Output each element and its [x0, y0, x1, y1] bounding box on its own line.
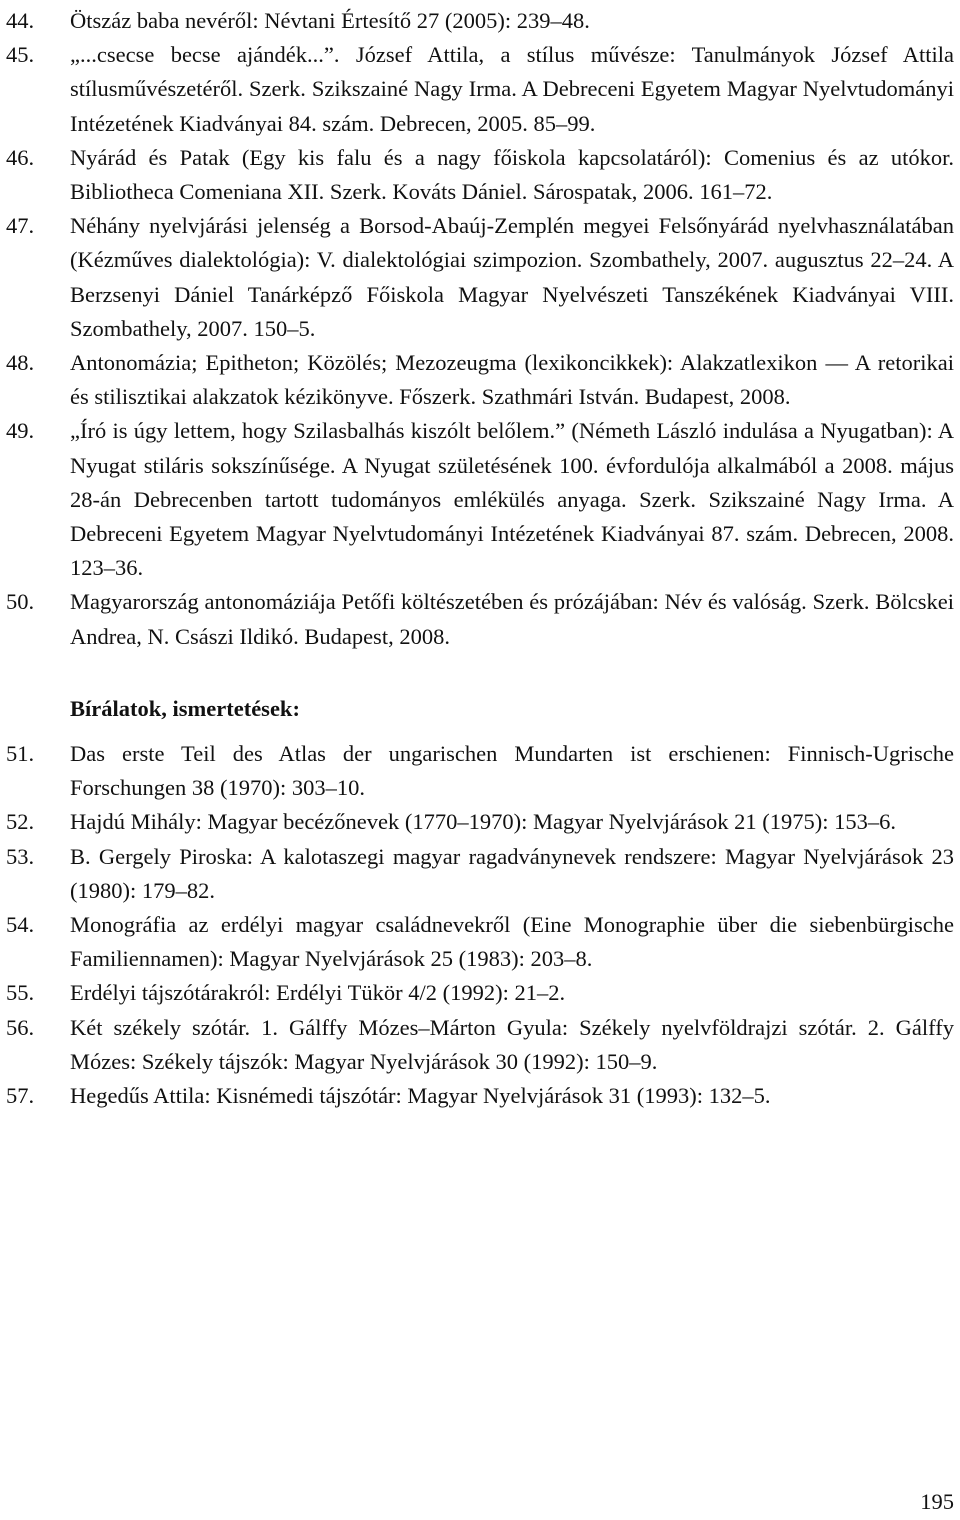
entry-text: Magyarország antonomáziája Petőfi költészetében és prózájában: Név és valóság. Szerk. Bölcskei Andrea, N. Császi Ildikó. Budapest, 2008. [70, 589, 954, 649]
list-item [6, 209, 954, 346]
list-item [6, 346, 954, 414]
entry-text: Hegedűs Attila: Kisnémedi tájszótár: Magyar Nyelvjárások 31 (1993): 132–5. [70, 1083, 771, 1109]
entry-text: „...csecse becse ajándék...”. József Attila, a stílus művésze: Tanulmányok József Attila stílusművészetéről. Szerk. Szikszainé Nagy Irma. A Debreceni Egyetem Magyar Nyelvtudományi Intézetének Kiadványai 84. szám. Debrecen, 2005. 85–99. [70, 42, 954, 136]
entry-number: 45. [6, 42, 35, 68]
entry-text: „Író is úgy lettem, hogy Szilasbalhás kiszólt belőlem.” (Németh László indulása a Nyugatban): A Nyugat stiláris sokszínűsége. A Nyugat születésének 100. évfordulója alkalmából a 2008. május 28-án Debrecenben tartott tudományos emlékülés anyaga. Szerk. Szikszainé Nagy Irma. A Debreceni Egyetem Magyar Nyelvtudományi Intézetének Kiadványai 87. szám. Debrecen, 2008. 123–36. [70, 418, 954, 581]
list-item [6, 585, 954, 653]
entry-text: Das erste Teil des Atlas der ungarischen Mundarten ist erschienen: Finnisch-Ugrische Forschungen 38 (1970): 303–10. [70, 741, 954, 801]
list-item [6, 737, 954, 805]
list-item [6, 840, 954, 908]
entry-number: 48. [6, 350, 35, 376]
entry-number: 44. [6, 8, 35, 33]
entry-text: Néhány nyelvjárási jelenség a Borsod-Abaúj-Zemplén megyei Felsőnyárád nyelvhasználatában (Kézműves dialektológia): V. dialektológiai szimpozion. Szombathely, 2007. augusztus 22–24. A Berzsenyi Dániel Tanárképző Főiskola Magyar Nyelvészeti Tanszékének Kiadványai VIII. Szombathely, 2007. 150–5. [70, 213, 954, 341]
entry-number: 47. [6, 213, 35, 239]
entry-text: Hajdú Mihály: Magyar becézőnevek (1770–1970): Magyar Nyelvjárások 21 (1975): 153–6. [70, 809, 897, 835]
entry-text: Két székely szótár. 1. Gálffy Mózes–Márton Gyula: Székely nyelvföldrajzi szótár. 2. Gálffy Mózes: Székely tájszók: Magyar Nyelvjárások 30 (1992): 150–9. [70, 1014, 954, 1074]
list-item [6, 414, 954, 585]
entry-number: 55. [6, 980, 35, 1006]
entry-text: Nyárád és Patak (Egy kis falu és a nagy főiskola kapcsolatáról): Comenius és az utókor. Bibliotheca Comeniana XII. Szerk. Kováts Dániel. Sárospatak, 2006. 161–72. [70, 144, 954, 205]
list-item [6, 976, 954, 1010]
entry-number: 54. [6, 912, 35, 938]
entry-text: Monográfia az erdélyi magyar családnevekről (Eine Monographie über die siebenbürgische Familiennamen): Magyar Nyelvjárások 25 (1983): 203–8. [70, 912, 954, 972]
entry-number: 53. [6, 843, 35, 869]
entry-number: 52. [6, 809, 35, 835]
entry-number: 50. [6, 589, 35, 615]
bibliography-list [6, 4, 954, 654]
entry-number: 56. [6, 1014, 35, 1040]
list-item [6, 141, 954, 209]
entry-number: 46. [6, 144, 35, 170]
entry-text: Erdélyi tájszótárakról: Erdélyi Tükör 4/2 (1992): 21–2. [70, 980, 566, 1006]
page-number: 195 [920, 1489, 954, 1514]
entry-number: 51. [6, 741, 35, 767]
list-item [6, 805, 954, 839]
list-item [6, 1011, 954, 1079]
list-item [6, 1079, 954, 1113]
list-item [6, 908, 954, 976]
reviews-list [6, 737, 954, 1113]
list-item [6, 4, 954, 38]
entry-text: Antonomázia; Epitheton; Közölés; Mezozeugma (lexikoncikkek): Alakzatlexikon — A retorikai és stilisztikai alakzatok kézikönyve. Főszerk. Szathmári István. Budapest, 2008. [70, 350, 954, 410]
entry-number: 49. [6, 418, 35, 444]
entry-text: Ötszáz baba nevéről: Névtani Értesítő 27 (2005): 239–48. [70, 8, 590, 33]
section-heading: Bírálatok, ismertetések: [70, 695, 300, 721]
document-page [6, 4, 954, 1113]
list-item [6, 38, 954, 141]
entry-number: 57. [6, 1083, 35, 1109]
entry-text: B. Gergely Piroska: A kalotaszegi magyar ragadványnevek rendszere: Magyar Nyelvjárások 23 (1980): 179–82. [70, 843, 954, 903]
